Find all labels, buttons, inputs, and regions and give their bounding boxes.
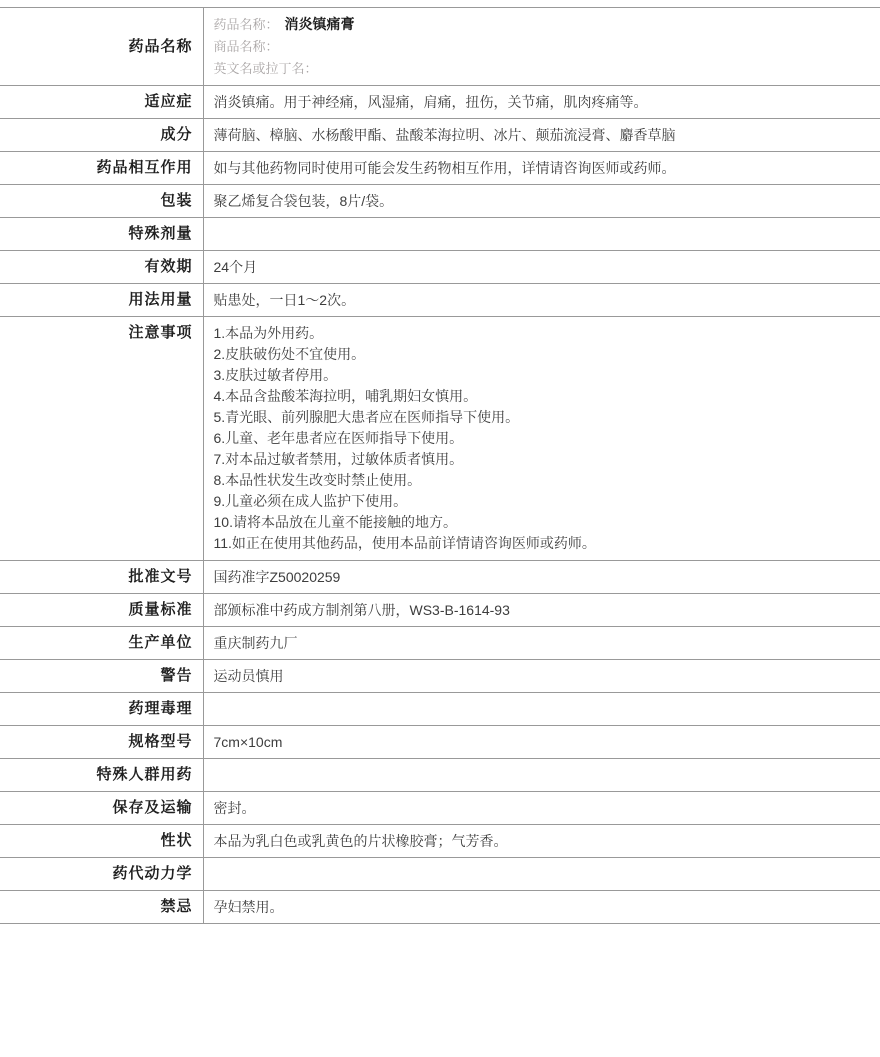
row-content: 消炎镇痛。用于神经痛，风湿痛，肩痛，扭伤，关节痛，肌肉疼痛等。 bbox=[213, 94, 648, 110]
row-content: 本品为乳白色或乳黄色的片状橡胶膏；气芳香。 bbox=[213, 833, 508, 849]
note-line: 7.对本品过敏者禁用，过敏体质者慎用。 bbox=[213, 451, 464, 467]
row-content bbox=[203, 693, 880, 726]
note-line: 5.青光眼、前列腺肥大患者应在医师指导下使用。 bbox=[213, 409, 520, 425]
row-label: 包装 bbox=[0, 185, 203, 218]
table-row bbox=[0, 86, 880, 119]
row-content bbox=[203, 317, 880, 561]
table-row bbox=[0, 759, 880, 792]
table-row bbox=[0, 251, 880, 284]
table-row bbox=[0, 726, 880, 759]
row-label: 用法用量 bbox=[0, 284, 203, 317]
table-row bbox=[0, 660, 880, 693]
table-row bbox=[0, 218, 880, 251]
table-row bbox=[0, 284, 880, 317]
table-row bbox=[0, 561, 880, 594]
row-label: 规格型号 bbox=[0, 726, 203, 759]
row-label: 性状 bbox=[0, 825, 203, 858]
row-label: 有效期 bbox=[0, 251, 203, 284]
field-prefix: 药品名称： bbox=[213, 17, 279, 32]
field-prefix: 英文名或拉丁名： bbox=[213, 61, 318, 76]
table-row bbox=[0, 119, 880, 152]
table-row bbox=[0, 891, 880, 924]
row-content: 7cm×10cm bbox=[213, 734, 283, 750]
row-label: 药理毒理 bbox=[0, 693, 203, 726]
table-row bbox=[0, 8, 880, 86]
field-prefix: 商品名称： bbox=[213, 39, 279, 54]
row-content: 国药准字Z50020259 bbox=[213, 569, 341, 585]
table-row bbox=[0, 317, 880, 561]
row-label: 药代动力学 bbox=[0, 858, 203, 891]
row-content: 孕妇禁用。 bbox=[213, 899, 284, 915]
drug-info-tbody bbox=[0, 8, 880, 924]
row-label: 批准文号 bbox=[0, 561, 203, 594]
row-label: 药品相互作用 bbox=[0, 152, 203, 185]
table-row bbox=[0, 627, 880, 660]
row-content bbox=[203, 8, 880, 86]
table-row bbox=[0, 693, 880, 726]
name-line bbox=[214, 36, 869, 58]
row-label: 适应症 bbox=[0, 86, 203, 119]
row-content: 如与其他药物同时使用可能会发生药物相互作用，详情请咨询医师或药师。 bbox=[213, 160, 676, 176]
row-content: 重庆制药九厂 bbox=[213, 635, 298, 651]
row-label: 注意事项 bbox=[0, 317, 203, 561]
row-label: 特殊剂量 bbox=[0, 218, 203, 251]
name-line bbox=[214, 13, 869, 36]
row-content: 聚乙烯复合袋包装，8片/袋。 bbox=[213, 193, 394, 209]
drug-name-value: 消炎镇痛膏 bbox=[284, 16, 355, 32]
row-label: 保存及运输 bbox=[0, 792, 203, 825]
note-line: 9.儿童必须在成人监护下使用。 bbox=[213, 493, 408, 509]
row-label: 生产单位 bbox=[0, 627, 203, 660]
row-content bbox=[203, 759, 880, 792]
note-line: 4.本品含盐酸苯海拉明，哺乳期妇女慎用。 bbox=[213, 388, 478, 404]
note-line: 11.如正在使用其他药品，使用本品前详情请咨询医师或药师。 bbox=[213, 535, 596, 551]
table-row bbox=[0, 594, 880, 627]
row-content: 运动员慎用 bbox=[213, 668, 284, 684]
table-row bbox=[0, 152, 880, 185]
row-content: 24个月 bbox=[213, 259, 258, 275]
row-content: 薄荷脑、樟脑、水杨酸甲酯、盐酸苯海拉明、冰片、颠茄流浸膏、麝香草脑 bbox=[213, 127, 676, 143]
note-line: 6.儿童、老年患者应在医师指导下使用。 bbox=[213, 430, 464, 446]
note-line: 3.皮肤过敏者停用。 bbox=[213, 367, 338, 383]
row-content bbox=[203, 858, 880, 891]
row-content bbox=[203, 218, 880, 251]
note-line: 1.本品为外用药。 bbox=[213, 325, 324, 341]
drug-info-table bbox=[0, 7, 880, 924]
note-line: 8.本品性状发生改变时禁止使用。 bbox=[213, 472, 422, 488]
table-row bbox=[0, 185, 880, 218]
name-line bbox=[214, 58, 869, 80]
row-label: 药品名称 bbox=[0, 8, 203, 86]
table-row bbox=[0, 825, 880, 858]
table-row bbox=[0, 858, 880, 891]
note-line: 2.皮肤破伤处不宜使用。 bbox=[213, 346, 366, 362]
row-content: 贴患处，一日1～2次。 bbox=[213, 292, 356, 308]
row-label: 质量标准 bbox=[0, 594, 203, 627]
note-line: 10.请将本品放在儿童不能接触的地方。 bbox=[213, 514, 457, 530]
row-content: 部颁标准中药成方制剂第八册，WS3-B-1614-93 bbox=[213, 602, 510, 618]
row-label: 成分 bbox=[0, 119, 203, 152]
row-label: 特殊人群用药 bbox=[0, 759, 203, 792]
row-label: 警告 bbox=[0, 660, 203, 693]
table-row bbox=[0, 792, 880, 825]
row-content: 密封。 bbox=[213, 800, 256, 816]
row-label: 禁忌 bbox=[0, 891, 203, 924]
